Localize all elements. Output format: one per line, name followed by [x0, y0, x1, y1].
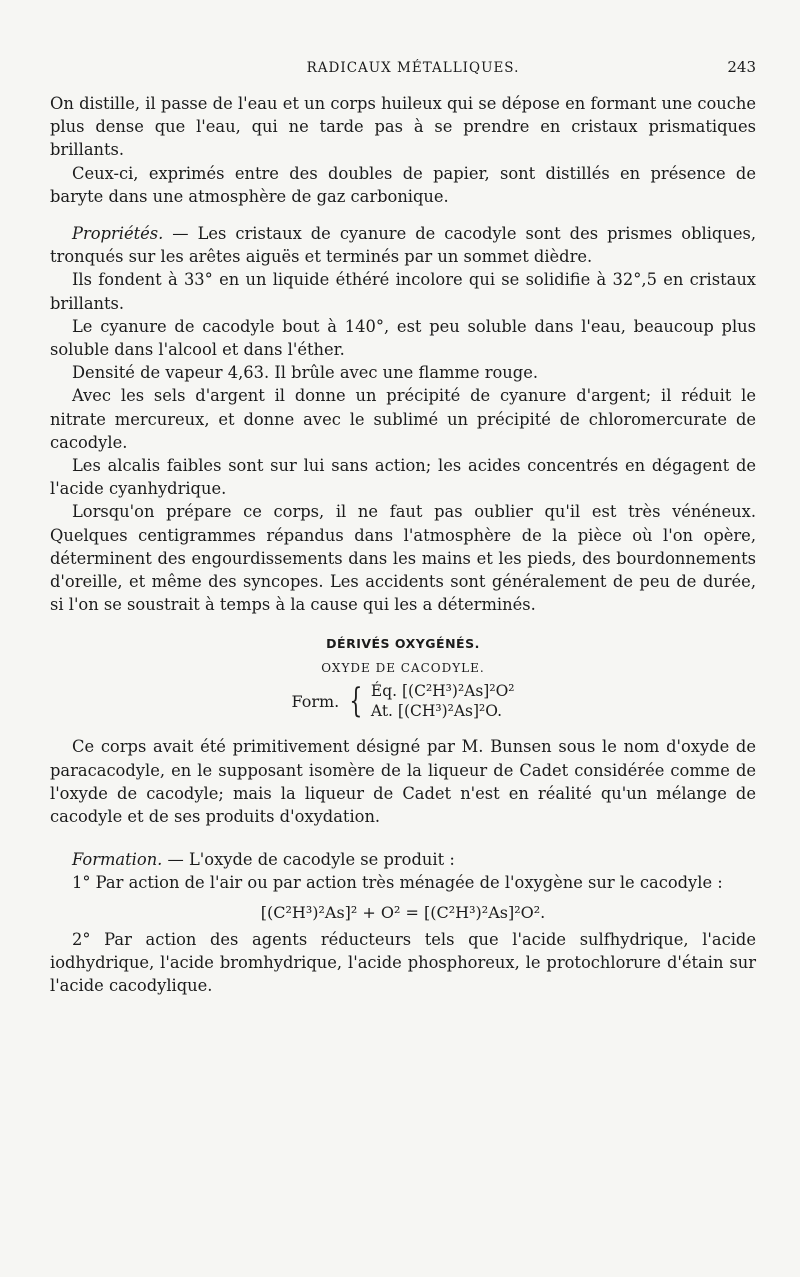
paragraph-2: Ceux-ci, exprimés entre des doubles de papier, sont distillés en présence de baryte dans une atmosphère de gaz carbonique.: [50, 163, 756, 206]
paragraph-7: Avec les sels d'argent il donne un précipité de cyanure d'argent; il réduit le nitrate mercureux, et donne avec le sublimé un précipité de chloromercurate de cacodyle.: [50, 386, 756, 452]
section-title: DÉRIVÉS OXYGÉNÉS.: [326, 636, 480, 652]
page-number: 243: [727, 58, 756, 76]
formula-block: [50, 681, 756, 721]
paragraph-5: Le cyanure de cacodyle bout à 140°, est peu soluble dans l'eau, beaucoup plus soluble dans l'alcool et dans l'éther.: [50, 316, 756, 360]
properties-text: — Les cristaux de cyanure de cacodyle sont des prismes obliques, tronqués sur les arêtes aiguës et terminés par un sommet dièdre.: [50, 224, 756, 267]
reaction-equation: [(C²H³)²As]² + O² = [(C²H³)²As]²O².: [260, 902, 546, 922]
paragraph-9: Lorsqu'on prépare ce corps, il ne faut pas oublier qu'il est très vénéneux. Quelques centigrammes répandus dans l'atmosphère de la pièce où l'on opère, déterminent des engourdissements dans les mains et les pieds, des bourdonnements d'oreille, et même des syncopes. Les accidents sont généralement de peu de durée, si l'on se soustrait à temps à la cause qui les a déterminés.: [50, 502, 756, 615]
paragraph-properties: [50, 222, 756, 268]
paragraph-13: 2° Par action des agents réducteurs tels que l'acide sulfhydrique, l'acide iodhydrique, l'acide bromhydrique, l'acide phosphoreux, le protochlorure d'étain sur l'acide cacodylique.: [50, 929, 756, 996]
formula-lines: [371, 681, 515, 721]
paragraph-8: Les alcalis faibles sont sur lui sans action; les acides concentrés en dégagent de l'acide cyanhydrique.: [50, 456, 756, 499]
formula-at: At. [(CH³)²As]²O.: [370, 702, 502, 721]
subsection-title: OXYDE DE CACODYLE.: [321, 661, 485, 676]
formation-heading: Formation.: [72, 850, 163, 870]
paragraph-12: 1° Par action de l'air ou par action très ménagée de l'oxygène sur le cacodyle :: [72, 873, 723, 893]
paragraph-6: Densité de vapeur 4,63. Il brûle avec une flamme rouge.: [72, 363, 539, 383]
paragraph-10: Ce corps avait été primitivement désigné par M. Bunsen sous le nom d'oxyde de paracacodyle, en le supposant isomère de la liqueur de Cadet considérée comme de l'oxyde de cacodyle; mais la liqueur de Cadet n'est en réalité qu'un mélange de cacodyle et de ses produits d'oxydation.: [50, 737, 756, 827]
properties-heading: Propriétés.: [72, 224, 164, 244]
formula-eq: Éq. [(C²H³)²As]²O²: [370, 682, 515, 701]
paragraph-4: Ils fondent à 33° en un liquide éthéré incolore qui se solidifie à 32°,5 en cristaux brillants.: [50, 270, 756, 313]
brace-glyph: {: [349, 681, 363, 722]
formula-label: Form.: [291, 691, 340, 711]
formation-text: — L'oxyde de cacodyle se produit :: [162, 850, 455, 870]
paragraph-1: On distille, il passe de l'eau et un corps huileux qui se dépose en formant une couche plus dense que l'eau, qui ne tarde pas à se prendre en cristaux prismatiques brillants.: [50, 94, 756, 160]
running-title: RADICAUX MÉTALLIQUES.: [306, 60, 520, 76]
page-header: [50, 58, 756, 92]
page: [50, 58, 756, 997]
paragraph-formation: [50, 848, 756, 871]
